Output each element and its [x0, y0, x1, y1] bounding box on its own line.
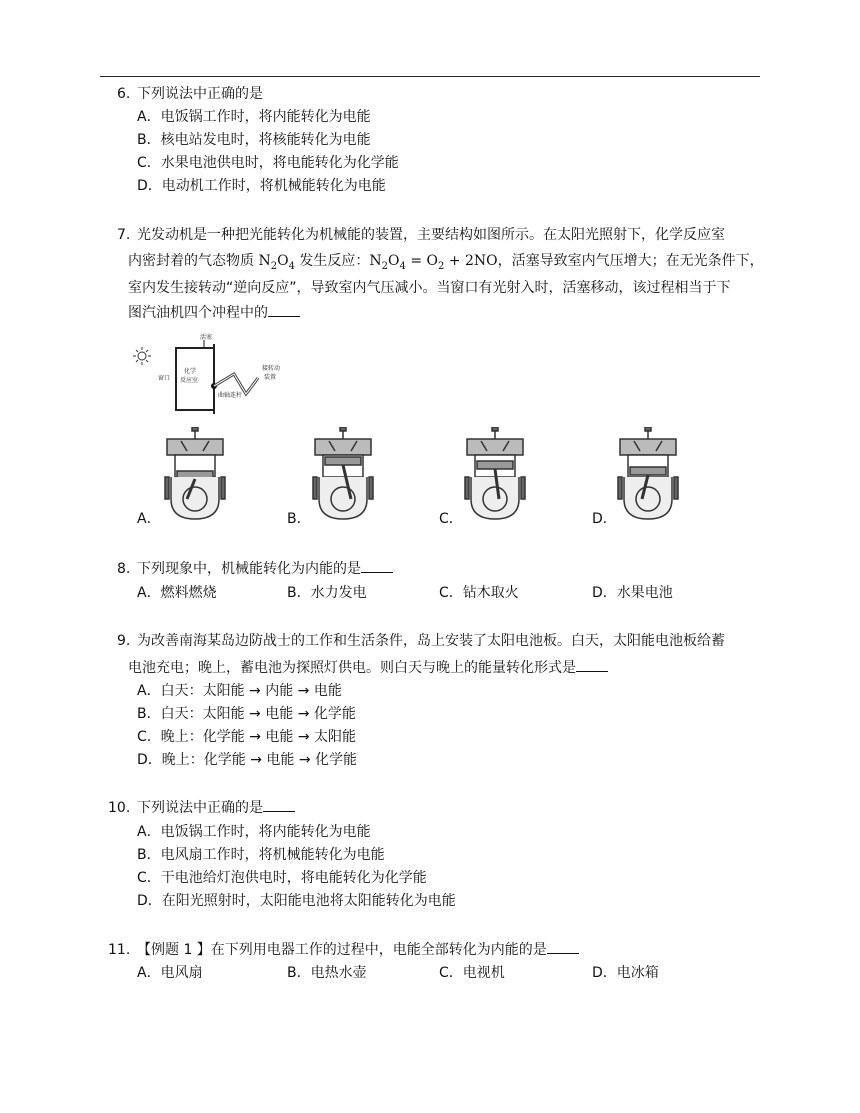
engine-label-c[interactable]: C． — [439, 511, 463, 527]
option-b[interactable]: B．电热水壶 — [287, 965, 367, 981]
option-a[interactable]: A．电饭锅工作时，将内能转化为电能 — [137, 109, 371, 125]
question-number: 8. — [117, 561, 131, 577]
svg-text:反应室: 反应室 — [180, 377, 199, 384]
option-a[interactable]: A．燃料燃烧 — [137, 585, 217, 601]
engine-label-b[interactable]: B． — [287, 511, 311, 527]
option-c[interactable]: C．电视机 — [439, 965, 505, 981]
engine-b-image — [305, 427, 381, 523]
option-b[interactable]: B．电风扇工作时，将机械能转化为电能 — [137, 847, 385, 863]
option-d[interactable]: D．晚上：化学能 → 电能 → 化学能 — [137, 752, 358, 768]
svg-text:活塞: 活塞 — [200, 334, 213, 341]
option-a[interactable]: A．电风扇 — [137, 965, 203, 981]
question-stem: 下列现象中，机械能转化为内能的是 — [137, 559, 393, 579]
option-b[interactable]: B．核电站发电时，将核能转化为电能 — [137, 132, 371, 148]
question-stem: 下列说法中正确的是 — [137, 798, 295, 818]
option-a[interactable]: A．白天：太阳能 → 内能 → 电能 — [137, 683, 342, 699]
option-d[interactable]: D．水果电池 — [592, 585, 673, 601]
light-engine-diagram — [128, 330, 288, 420]
svg-text:化学: 化学 — [184, 368, 197, 375]
answer-blank[interactable] — [547, 940, 579, 954]
question-number: 11. — [108, 942, 131, 958]
question-stem-line-1: 光发动机是一种把光能转化为机械能的装置，主要结构如图所示。在太阳光照射下，化学反应室 — [137, 227, 725, 243]
answer-blank[interactable] — [263, 798, 295, 812]
option-c[interactable]: C．水果电池供电时，将电能转化为化学能 — [137, 155, 399, 171]
engine-a-image — [157, 427, 233, 523]
header-rule — [100, 76, 760, 77]
option-c[interactable]: C．钻木取火 — [439, 585, 519, 601]
svg-text:接转动: 接转动 — [262, 365, 281, 372]
option-d[interactable]: D．电冰箱 — [592, 965, 659, 981]
answer-blank[interactable] — [268, 303, 300, 317]
svg-text:曲轴连杆: 曲轴连杆 — [218, 392, 243, 399]
answer-blank[interactable] — [361, 559, 393, 573]
question-stem-line-3: 室内发生接转动“逆向反应”，导致室内气压减小。当窗口有光射入时，活塞移动，该过程相当于下 — [128, 280, 731, 296]
question-stem-line-4: 图汽油机四个冲程中的 — [128, 303, 300, 323]
engine-d-image — [610, 427, 686, 523]
question-stem: 【例题 1 】在下列用电器工作的过程中，电能全部转化为内能的是 — [137, 940, 579, 960]
formula-reaction: $N_2O_4 = O_2 + 2NO$ — [369, 253, 498, 272]
option-b[interactable]: B．水力发电 — [287, 585, 367, 601]
engine-label-d[interactable]: D． — [592, 511, 617, 527]
question-number: 6. — [117, 86, 131, 102]
question-stem-line-1: 为改善南海某岛边防战士的工作和生活条件，岛上安装了太阳电池板。白天，太阳能电池板给蓄 — [137, 633, 725, 649]
svg-text:窗口: 窗口 — [158, 375, 171, 382]
option-b[interactable]: B．白天：太阳能 → 电能 → 化学能 — [137, 706, 356, 722]
question-number: 10. — [108, 800, 131, 816]
option-d[interactable]: D．在阳光照射时，太阳能电池将太阳能转化为电能 — [137, 893, 456, 909]
engine-label-a[interactable]: A． — [137, 511, 161, 527]
answer-blank[interactable] — [576, 658, 608, 672]
engine-c-image — [457, 427, 533, 523]
question-number: 9. — [117, 633, 131, 649]
option-a[interactable]: A．电饭锅工作时，将内能转化为电能 — [137, 824, 371, 840]
question-stem-line-2: 电池充电；晚上，蓄电池为探照灯供电。则白天与晚上的能量转化形式是 — [128, 658, 608, 678]
formula-n2o4: $N_2O_4$ — [258, 253, 295, 272]
option-d[interactable]: D．电动机工作时，将机械能转化为电能 — [137, 178, 386, 194]
option-c[interactable]: C．晚上：化学能 → 电能 → 太阳能 — [137, 729, 357, 745]
option-c[interactable]: C．干电池给灯泡供电时，将电能转化为化学能 — [137, 870, 427, 886]
sun-icon — [133, 347, 151, 365]
question-stem-line-2: 内密封着的气态物质 $N_2O_4$ 发生反应：$N_2O_4 = O_2 + 2NO$，活塞导致室内气压增大；在无光条件下， — [128, 253, 764, 272]
question-stem: 下列说法中正确的是 — [137, 86, 263, 102]
svg-text:装置: 装置 — [264, 374, 277, 381]
question-number: 7. — [117, 227, 131, 243]
